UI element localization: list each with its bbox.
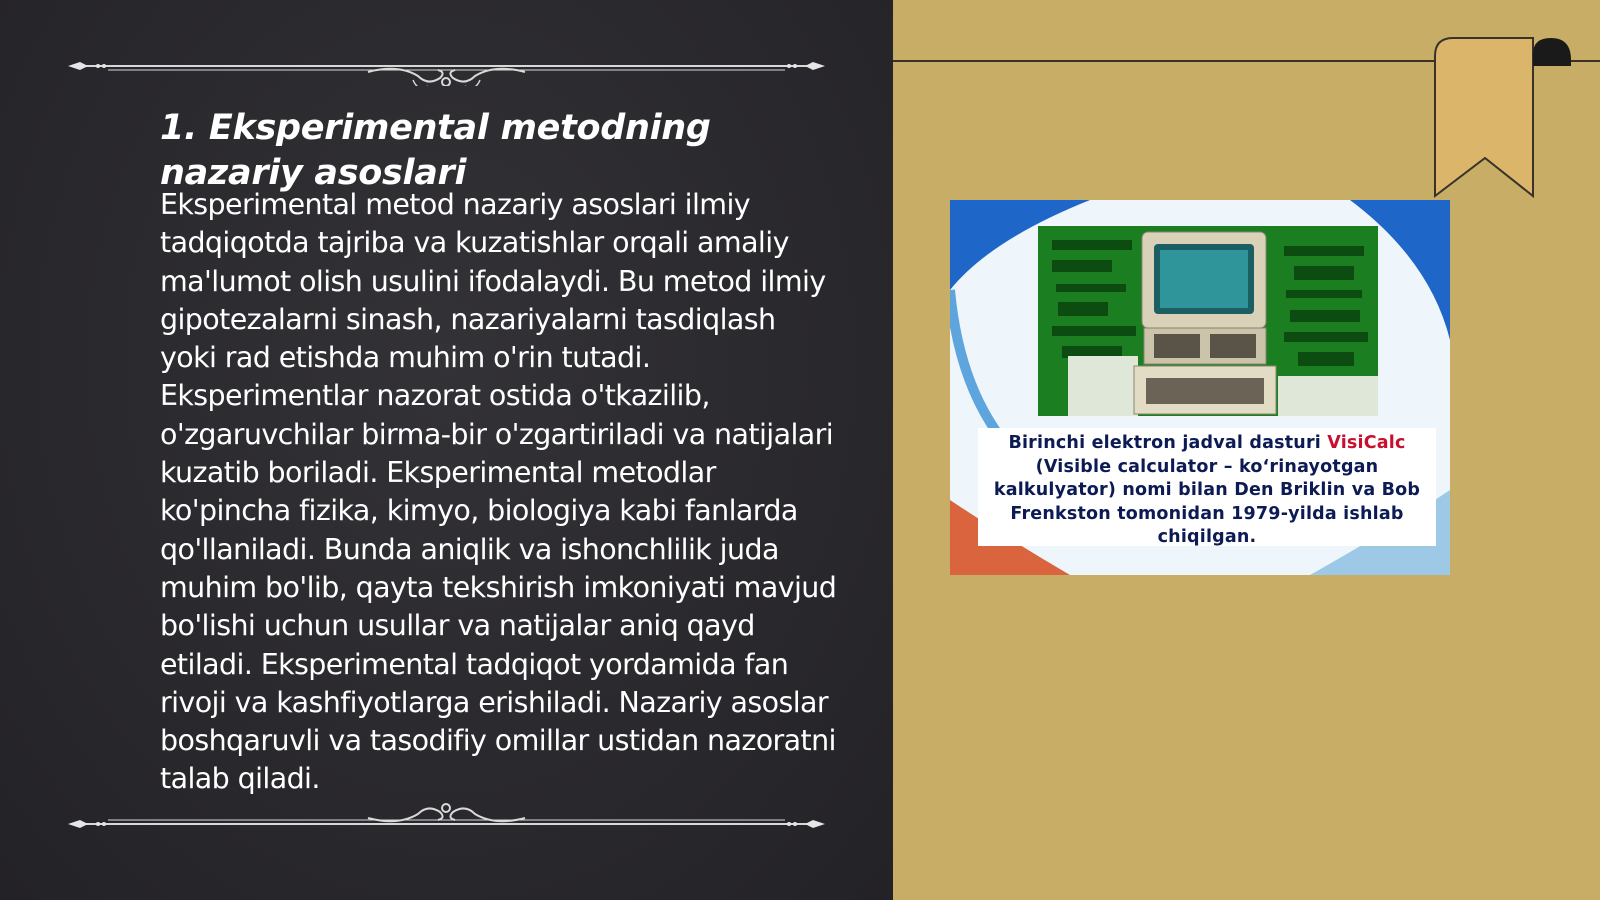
caption-visicalc-highlight: VisiCalc [1327, 433, 1406, 453]
bookmark-ribbon-icon [1433, 36, 1573, 200]
caption-text-end: (Visible calculator – ko‘rinayotgan kalkulyator) nomi bilan Den Briklin va Bob Frenkston tomonidan 1979-yilda ishlab chiqilgan. [993, 456, 1421, 547]
caption-text-start: Birinchi elektron jadval dasturi [1008, 433, 1328, 453]
picture-caption [978, 428, 1436, 546]
slide-body-text: Eksperimental metod nazariy asoslari ilmiy tadqiqotda tajriba va kuzatishlar orqali amaliy ma'lumot olish usulini ifodalaydi. Bu metod ilmiy gipotezalarni sinash, nazariyalarni tasdiqlash yoki rad etishda muhim o'rin tutadi. Eksperimentlar nazorat ostida o'tkazilib, o'zgaruvchilar birma-bir o'zgartiriladi va natijalari kuzatib boriladi. Eksperimental metodlar ko'pincha fizika, kimyo, biologiya kabi fanlarda qo'llaniladi. Bunda aniqlik va ishonchlilik juda muhim bo'lib, qayta tekshirish imkoniyati mavjud bo'lishi uchun usullar va natijalar aniq qayd etiladi. Eksperimental tadqiqot yordamida fan rivoji va kashfiyotlarga erishiladi. Nazariy asoslar boshqaruvli va tasodifiy omillar ustidan nazoratni talab qiladi. [160, 188, 837, 796]
top-scroll-divider-icon [68, 46, 825, 86]
apple-ii-computer-icon [1038, 226, 1378, 416]
slide-title: 1. Eksperimental metodning nazariy asoslari [160, 108, 711, 193]
visicalc-picture [950, 200, 1450, 575]
